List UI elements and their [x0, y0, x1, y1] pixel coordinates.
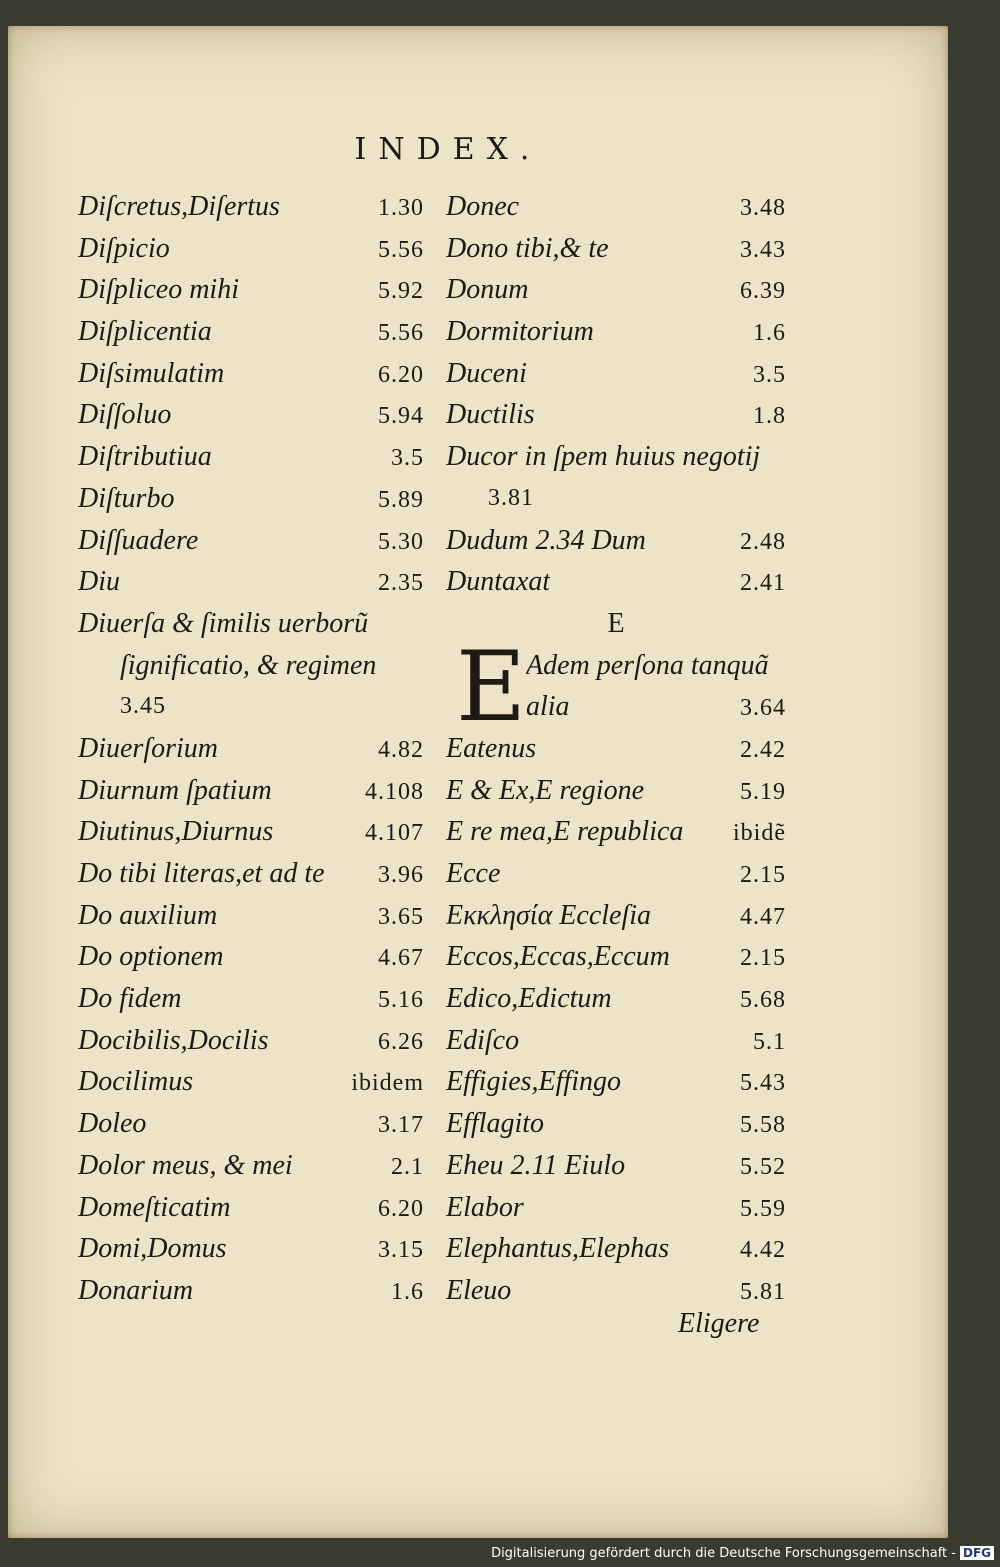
index-reference: 5.89: [378, 486, 424, 513]
index-term: Diuerſorium: [78, 732, 218, 764]
left-index-column: [78, 186, 424, 1312]
dropcap-letter: E: [456, 630, 527, 743]
index-reference: 2.35: [378, 570, 424, 597]
index-entry: [526, 645, 786, 687]
index-term: Eheu 2.11 Eiulo: [446, 1149, 626, 1181]
index-reference: 3.5: [753, 361, 786, 388]
index-term: Eatenus: [446, 732, 537, 764]
index-reference: 2.1: [391, 1153, 424, 1180]
index-term: Ecce: [446, 858, 501, 890]
index-entry: [446, 478, 786, 520]
index-term: Dolor meus, & mei: [78, 1149, 293, 1181]
index-entry: [78, 1228, 424, 1270]
index-entry: [78, 686, 424, 728]
index-term: Adem perſona tanquã: [526, 649, 769, 681]
index-reference: 2.41: [740, 570, 786, 597]
index-entry: [78, 269, 424, 311]
index-term: Do fidem: [78, 983, 182, 1015]
index-term: Effigies,Effingo: [446, 1066, 621, 1098]
index-term: Diutinus,Diurnus: [78, 816, 274, 848]
index-reference: 6.39: [740, 278, 786, 305]
digitization-footer: [491, 1541, 994, 1565]
index-reference: 2.15: [740, 862, 786, 889]
index-term: Diſcretus,Diſertus: [78, 191, 280, 222]
index-reference: 3.65: [378, 903, 424, 930]
index-term: Diuerſa & ſimilis uerborũ: [78, 607, 369, 639]
index-term: Duntaxat: [446, 566, 551, 598]
catchword: Eligere: [678, 1308, 760, 1339]
index-entry: [78, 811, 424, 853]
index-entry: [446, 1103, 786, 1145]
index-reference: 5.56: [378, 236, 424, 263]
index-reference: 1.6: [753, 320, 786, 347]
index-entry: [446, 1145, 786, 1187]
index-reference: 5.92: [378, 278, 424, 305]
index-entry: [446, 561, 786, 603]
index-term: Donarium: [78, 1274, 194, 1306]
index-entry: [78, 353, 424, 395]
index-entry: [78, 1103, 424, 1145]
index-term: Ediſco: [446, 1024, 520, 1056]
index-entry: [78, 1061, 424, 1103]
index-reference: 4.82: [378, 736, 424, 763]
index-entry: [78, 311, 424, 353]
index-entry: [446, 436, 786, 478]
index-term: Do auxilium: [78, 899, 218, 931]
index-entry: [78, 770, 424, 812]
index-term: Edico,Edictum: [446, 983, 612, 1015]
index-term: Εκκλησία Eccleſia: [446, 899, 652, 931]
index-term: Dormitorium: [446, 316, 594, 348]
index-entry: [446, 269, 786, 311]
index-reference: 5.58: [740, 1112, 786, 1139]
index-term: Efflagito: [446, 1108, 544, 1140]
index-reference: 5.52: [740, 1153, 786, 1180]
dropcap-entry: [446, 630, 786, 743]
index-reference: 3.17: [378, 1112, 424, 1139]
index-entry: [78, 895, 424, 937]
index-reference: 4.108: [365, 778, 424, 805]
index-term: Elephantus,Elephas: [446, 1233, 670, 1265]
index-entry: [78, 853, 424, 895]
index-entry: [526, 686, 786, 728]
index-entry: [78, 1270, 424, 1312]
index-entry: [78, 1020, 424, 1062]
index-term: Eccos,Eccas,Eccum: [446, 941, 670, 973]
index-entry: [446, 1270, 786, 1312]
index-reference: 3.5: [391, 445, 424, 472]
dfg-logo: DFG: [960, 1546, 994, 1560]
index-term: Diſſuadere: [78, 524, 199, 556]
index-reference: 5.59: [740, 1195, 786, 1222]
index-term: Elabor: [446, 1191, 524, 1223]
index-entry: [78, 978, 424, 1020]
index-term: Donum: [446, 274, 529, 306]
index-term: Diſpliceo mihi: [78, 274, 239, 306]
footer-text: Digitalisierung gefördert durch die Deutsche Forschungsgemeinschaft -: [491, 1545, 956, 1561]
index-reference: 3.43: [740, 236, 786, 263]
index-reference: 5.94: [378, 403, 424, 430]
index-entry: [446, 770, 786, 812]
index-reference: 1.30: [378, 195, 424, 221]
index-reference: 5.43: [740, 1070, 786, 1097]
index-entry: [446, 895, 786, 937]
index-reference: ibidem: [351, 1070, 424, 1097]
index-reference: 5.30: [378, 528, 424, 555]
index-entry: [446, 520, 786, 562]
index-term: Diſturbo: [78, 482, 175, 514]
index-term: alia: [526, 691, 570, 723]
index-term: Docilimus: [78, 1066, 194, 1098]
index-reference: 4.107: [365, 820, 424, 847]
index-term: Diſtributiua: [78, 441, 212, 473]
right-index-column: [446, 186, 786, 1312]
page-title: INDEX.: [354, 132, 542, 167]
index-term: Domeſticatim: [78, 1191, 231, 1223]
index-entry: [78, 728, 424, 770]
index-reference: 5.1: [753, 1028, 786, 1055]
index-term: Docibilis,Docilis: [78, 1024, 269, 1056]
index-reference: 2.48: [740, 528, 786, 555]
index-entry: [446, 811, 786, 853]
index-term: Duceni: [446, 357, 527, 389]
index-entry: [446, 936, 786, 978]
index-term: Donec: [446, 191, 520, 222]
index-reference: 3.45: [120, 693, 166, 720]
section-letter: E: [607, 607, 625, 639]
index-entry: [78, 186, 424, 228]
index-reference: 4.42: [740, 1237, 786, 1264]
index-reference: 6.26: [378, 1028, 424, 1055]
index-reference: 3.81: [488, 484, 534, 511]
index-term: ſignificatio, & regimen: [120, 649, 377, 681]
index-reference: 4.67: [378, 945, 424, 972]
index-entry: [446, 1061, 786, 1103]
index-entry: [446, 1020, 786, 1062]
index-term: Dudum 2.34 Dum: [446, 524, 646, 556]
index-reference: 1.8: [753, 403, 786, 430]
index-term: Doleo: [78, 1108, 147, 1140]
index-term: Do optionem: [78, 941, 224, 973]
index-term: Diu: [78, 566, 120, 598]
index-term: Diurnum ſpatium: [78, 774, 272, 806]
index-reference: 5.68: [740, 987, 786, 1014]
index-term: E re mea,E republica: [446, 816, 684, 848]
index-entry: [446, 353, 786, 395]
index-entry: [78, 1187, 424, 1229]
index-reference: 5.19: [740, 778, 786, 805]
index-term: Ductilis: [446, 399, 535, 431]
index-entry: [78, 645, 424, 687]
index-reference: 3.15: [378, 1237, 424, 1264]
index-term: Domi,Domus: [78, 1233, 227, 1265]
index-reference: 2.15: [740, 945, 786, 972]
index-reference: 2.42: [740, 736, 786, 763]
index-reference: ibidẽ: [733, 820, 786, 847]
index-term: Eleuo: [446, 1274, 512, 1306]
index-entry: [446, 394, 786, 436]
index-entry: [78, 603, 424, 645]
index-reference: 3.64: [740, 695, 786, 722]
index-entry: [78, 436, 424, 478]
index-reference: 5.16: [378, 987, 424, 1014]
index-entry: [446, 853, 786, 895]
index-reference: 3.96: [378, 862, 424, 888]
index-term: Diſsimulatim: [78, 357, 225, 389]
index-entry: [446, 1228, 786, 1270]
index-reference: 5.81: [740, 1278, 786, 1305]
index-term: Dono tibi,& te: [446, 232, 609, 264]
index-reference: 6.20: [378, 1195, 424, 1222]
index-entry: [446, 1187, 786, 1229]
index-entry: [446, 186, 786, 228]
index-entry: [446, 978, 786, 1020]
index-reference: 3.48: [740, 195, 786, 221]
index-entry: [446, 311, 786, 353]
index-entry: [78, 936, 424, 978]
index-entry: [78, 478, 424, 520]
index-term: Diſpicio: [78, 232, 170, 264]
index-entry: [78, 1145, 424, 1187]
index-reference: 1.6: [391, 1278, 424, 1305]
index-term: Ducor in ſpem huius negotij: [446, 441, 761, 473]
index-term: Diſplicentia: [78, 316, 212, 348]
index-term: E & Ex,E regione: [446, 774, 645, 806]
index-reference: 6.20: [378, 361, 424, 388]
index-entry: [78, 394, 424, 436]
index-entry: [78, 561, 424, 603]
index-term: Do tibi literas,et ad te: [78, 858, 325, 889]
index-entry: [78, 520, 424, 562]
index-term: Diſſoluo: [78, 399, 172, 431]
index-reference: 4.47: [740, 903, 786, 930]
index-reference: 5.56: [378, 320, 424, 347]
index-entry: [78, 228, 424, 270]
book-page: [8, 26, 948, 1538]
index-entry: [446, 228, 786, 270]
